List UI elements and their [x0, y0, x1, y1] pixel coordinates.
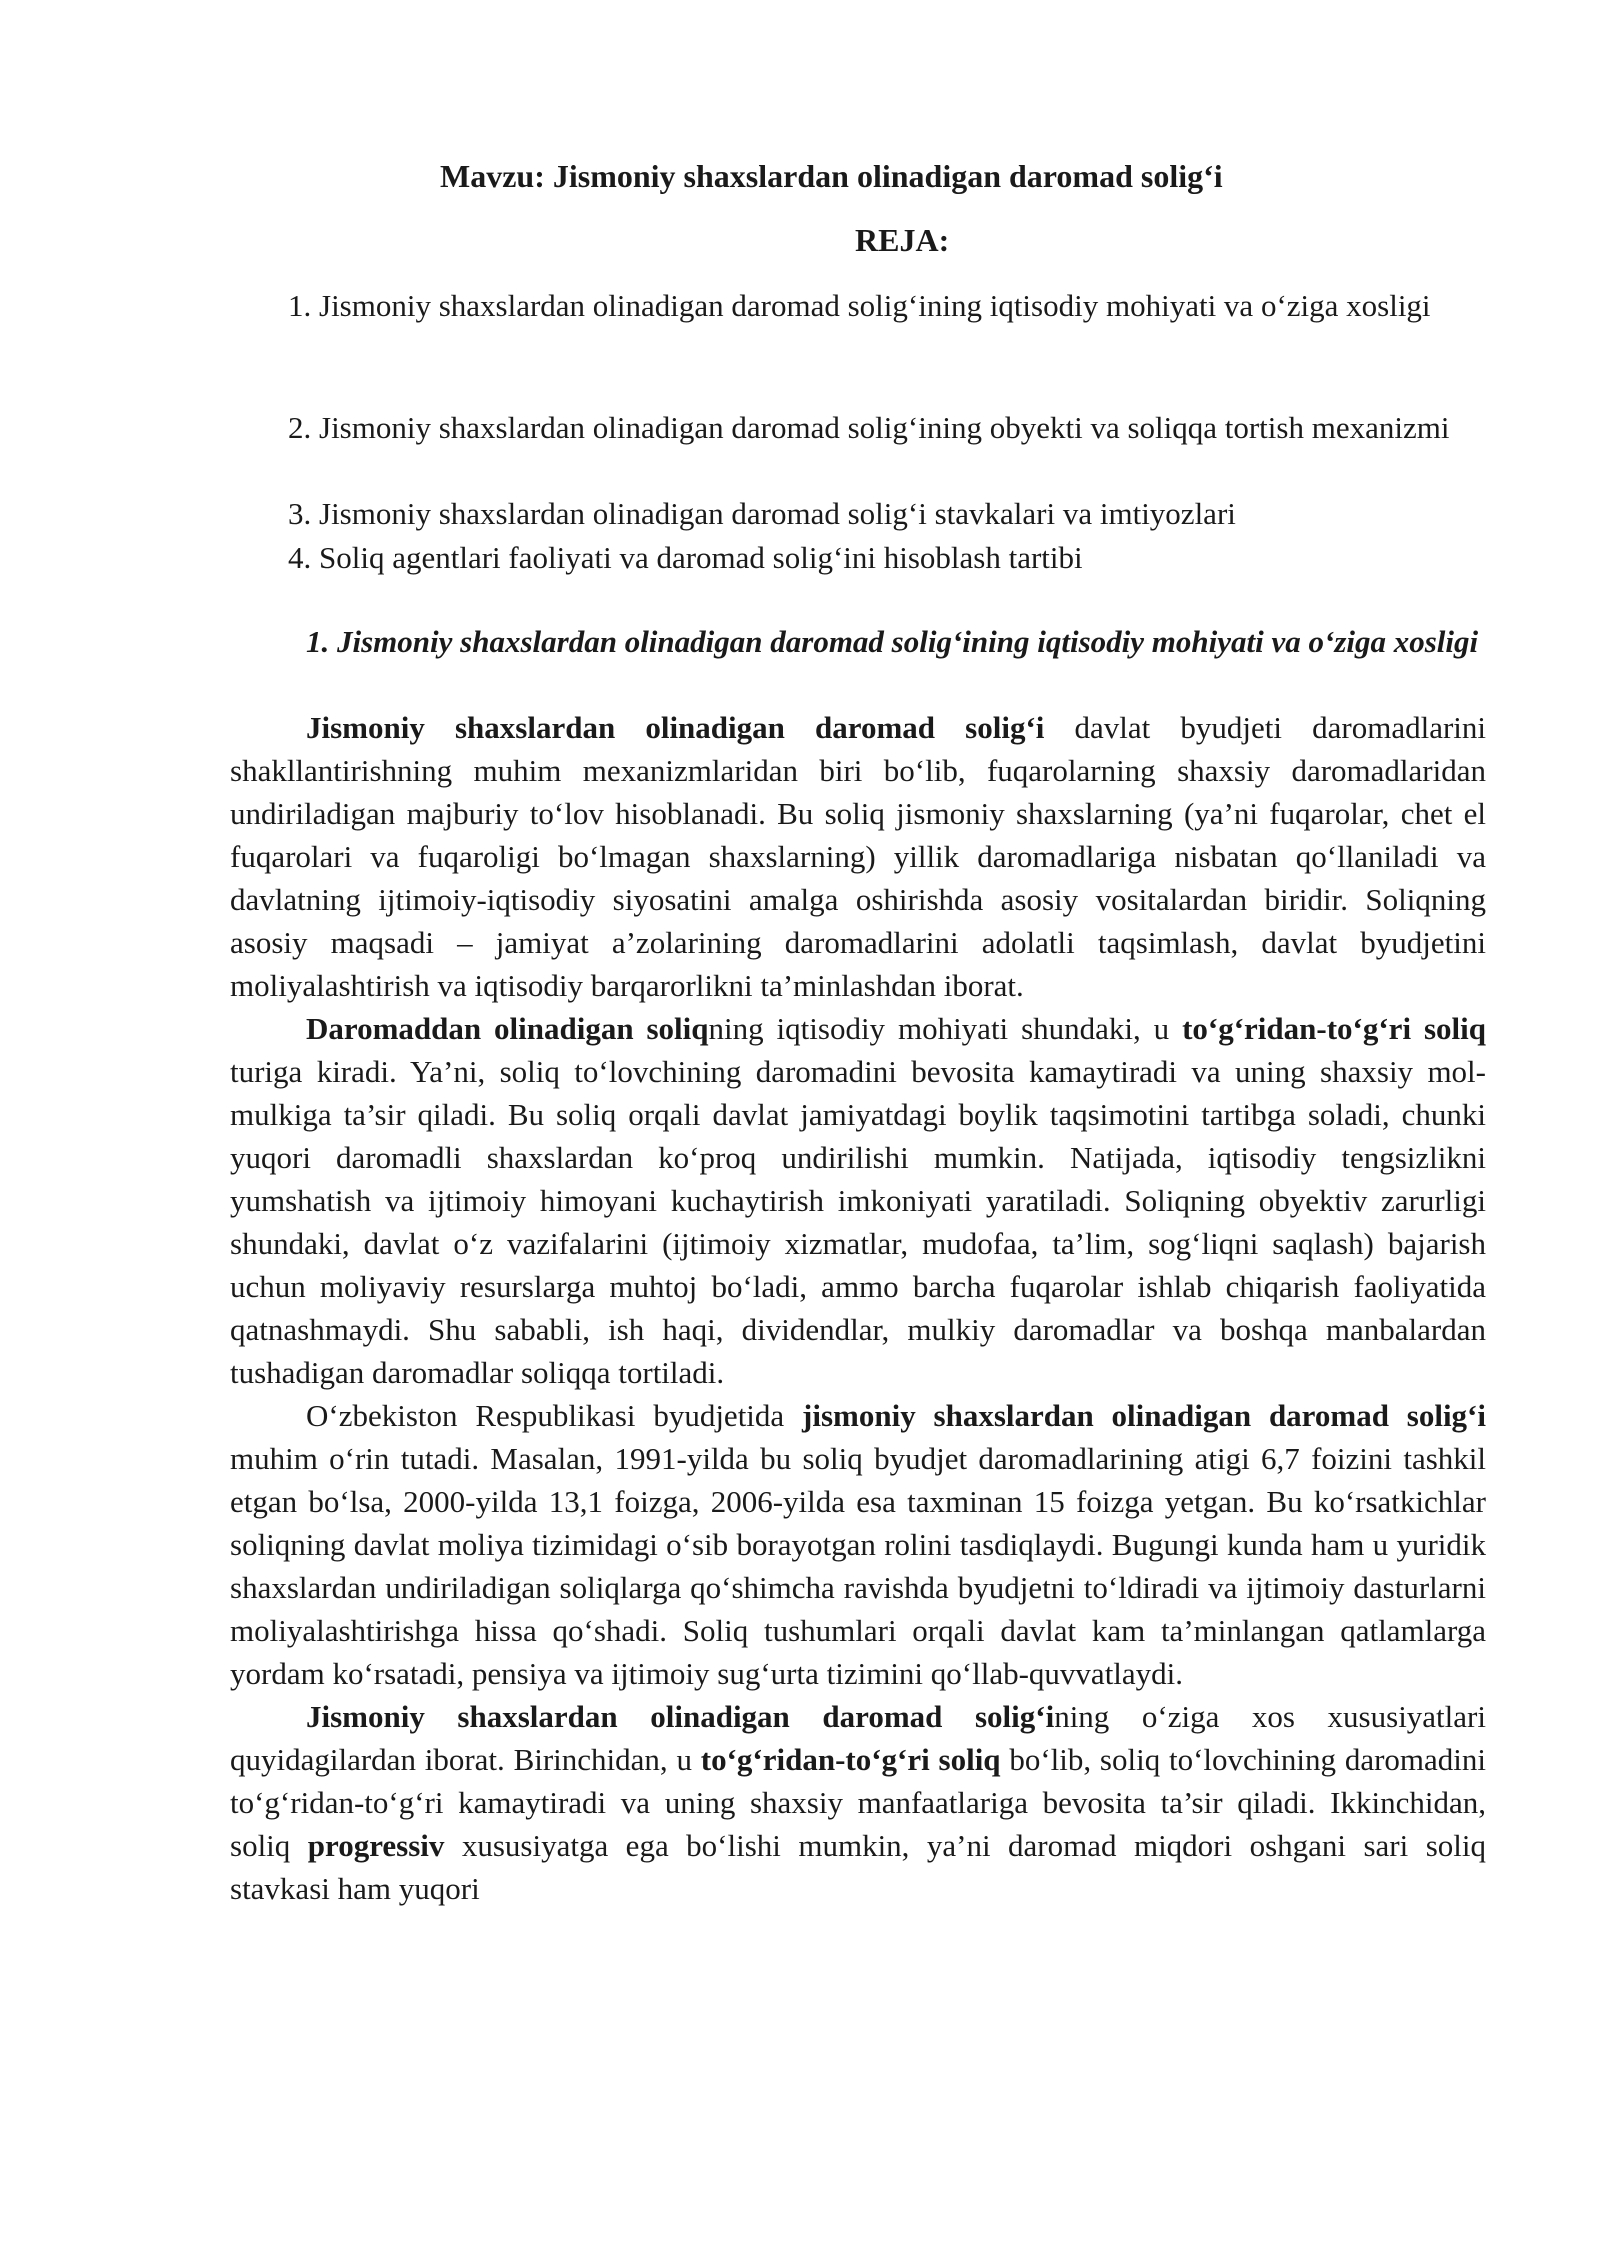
- paragraph-text: muhim o‘rin tutadi. Masalan, 1991-yilda bu soliq byudjet daromadlarining atigi 6,7 foizini tashkil etgan bo‘lsa, 2000-yilda 13,1 foizga, 2006-yilda esa taxminan 15 foizga yetgan. Bu ko‘rsatkichlar soliqning davlat moliya tizimidagi o‘sib borayotgan rolini tasdiqlaydi. Bugungi kunda ham u yuridik shaxslardan undiriladigan soliqlarga qo‘shimcha ravishda byudjetni to‘ldiradi va ijtimoiy dasturlarni moliyalashtirishga hissa qo‘shadi. Soliq tushumlari orqali davlat kam ta’minlangan qatlamlarga yordam ko‘rsatadi, pensiya va ijtimoiy sug‘urta tizimini qo‘llab-quvvatlaydi.: [230, 1441, 1486, 1691]
- paragraph-text: xususiyatga ega bo‘lishi mumkin, ya’ni daromad miqdori oshgani sari soliq stavkasi ham yuqori: [230, 1828, 1486, 1906]
- plan-heading: REJA:: [855, 222, 950, 258]
- paragraph: [230, 1394, 1486, 1695]
- bold-term: to‘g‘ridan-to‘g‘ri soliq: [1182, 1011, 1486, 1046]
- plan-item: 4. Soliq agentlari faoliyati va daromad solig‘ini hisoblash tartibi: [288, 540, 1083, 575]
- paragraph: [230, 1695, 1486, 1910]
- document-title: Mavzu: Jismoniy shaxslardan olinadigan daromad solig‘i: [440, 158, 1223, 194]
- plan-item: 1. Jismoniy shaxslardan olinadigan daromad solig‘ining iqtisodiy mohiyati va o‘ziga xosligi: [288, 288, 1431, 323]
- bold-term: Daromaddan olinadigan soliq: [306, 1011, 709, 1046]
- paragraph-text: ning iqtisodiy mohiyati shundaki, u: [708, 1011, 1183, 1046]
- paragraph-text: bo‘lib, soliq to‘lovchining daromadini to‘g‘ridan-to‘g‘ri kamaytiradi va uning shaxsiy manfaatlariga bevosita ta’sir qiladi. Ikkinchidan, soliq: [230, 1742, 1486, 1863]
- bold-term: Jismoniy shaxslardan olinadigan daromad solig‘i: [306, 1699, 1055, 1734]
- paragraph: [230, 706, 1486, 1007]
- plan-item: 3. Jismoniy shaxslardan olinadigan daromad solig‘i stavkalari va imtiyozlari: [288, 496, 1236, 531]
- plan-item: 2. Jismoniy shaxslardan olinadigan daromad solig‘ining obyekti va soliqqa tortish mexanizmi: [288, 410, 1450, 445]
- bold-term: progressiv: [307, 1828, 445, 1863]
- paragraph-text: ning o‘ziga xos xususiyatlari quyidagilardan iborat. Birinchidan, u: [230, 1699, 1486, 1777]
- bold-term: to‘g‘ridan-to‘g‘ri soliq: [700, 1742, 1001, 1777]
- paragraph: [230, 1007, 1486, 1394]
- body-text: [230, 706, 1486, 1910]
- paragraph-text: turiga kiradi. Ya’ni, soliq to‘lovchining daromadini bevosita kamaytiradi va uning shaxsiy mol-mulkiga ta’sir qiladi. Bu soliq orqali davlat jamiyatdagi boylik taqsimotini tartibga soladi, chunki yuqori daromadli shaxslardan ko‘proq undirilishi mumkin. Natijada, iqtisodiy tengsizlikni yumshatish va ijtimoiy himoyani kuchaytirish imkoniyati yaratiladi. Soliqning obyektiv zarurligi shundaki, davlat o‘z vazifalarini (ijtimoiy xizmatlar, mudofaa, ta’lim, sog‘liqni saqlash) bajarish uchun moliyaviy resurslarga muhtoj bo‘ladi, ammo barcha fuqarolar ishlab chiqarish faoliyatida qatnashmaydi. Shu sababli, ish haqi, dividendlar, mulkiy daromadlar va boshqa manbalardan tushadigan daromadlar soliqqa tortiladi.: [230, 1054, 1486, 1390]
- paragraph-text: davlat byudjeti daromadlarini shakllantirishning muhim mexanizmlaridan biri bo‘lib, fuqarolarning shaxsiy daromadlaridan undiriladigan majburiy to‘lov hisoblanadi. Bu soliq jismoniy shaxslarning (ya’ni fuqarolar, chet el fuqarolari va fuqaroligi bo‘lmagan shaxslarning) yillik daromadlariga nisbatan qo‘llaniladi va davlatning ijtimoiy-iqtisodiy siyosatini amalga oshirishda asosiy vositalardan biridir. Soliqning asosiy maqsadi – jamiyat a’zolarining daromadlarini adolatli taqsimlash, davlat byudjetini moliyalashtirish va iqtisodiy barqarorlikni ta’minlashdan iborat.: [230, 710, 1486, 1003]
- paragraph-text: O‘zbekiston Respublikasi byudjetida: [306, 1398, 803, 1433]
- bold-term: jismoniy shaxslardan olinadigan daromad solig‘i: [802, 1398, 1486, 1433]
- bold-term: Jismoniy shaxslardan olinadigan daromad solig‘i: [306, 710, 1045, 745]
- section-heading: 1. Jismoniy shaxslardan olinadigan daromad solig‘ining iqtisodiy mohiyati va o‘ziga xosligi: [306, 624, 1479, 659]
